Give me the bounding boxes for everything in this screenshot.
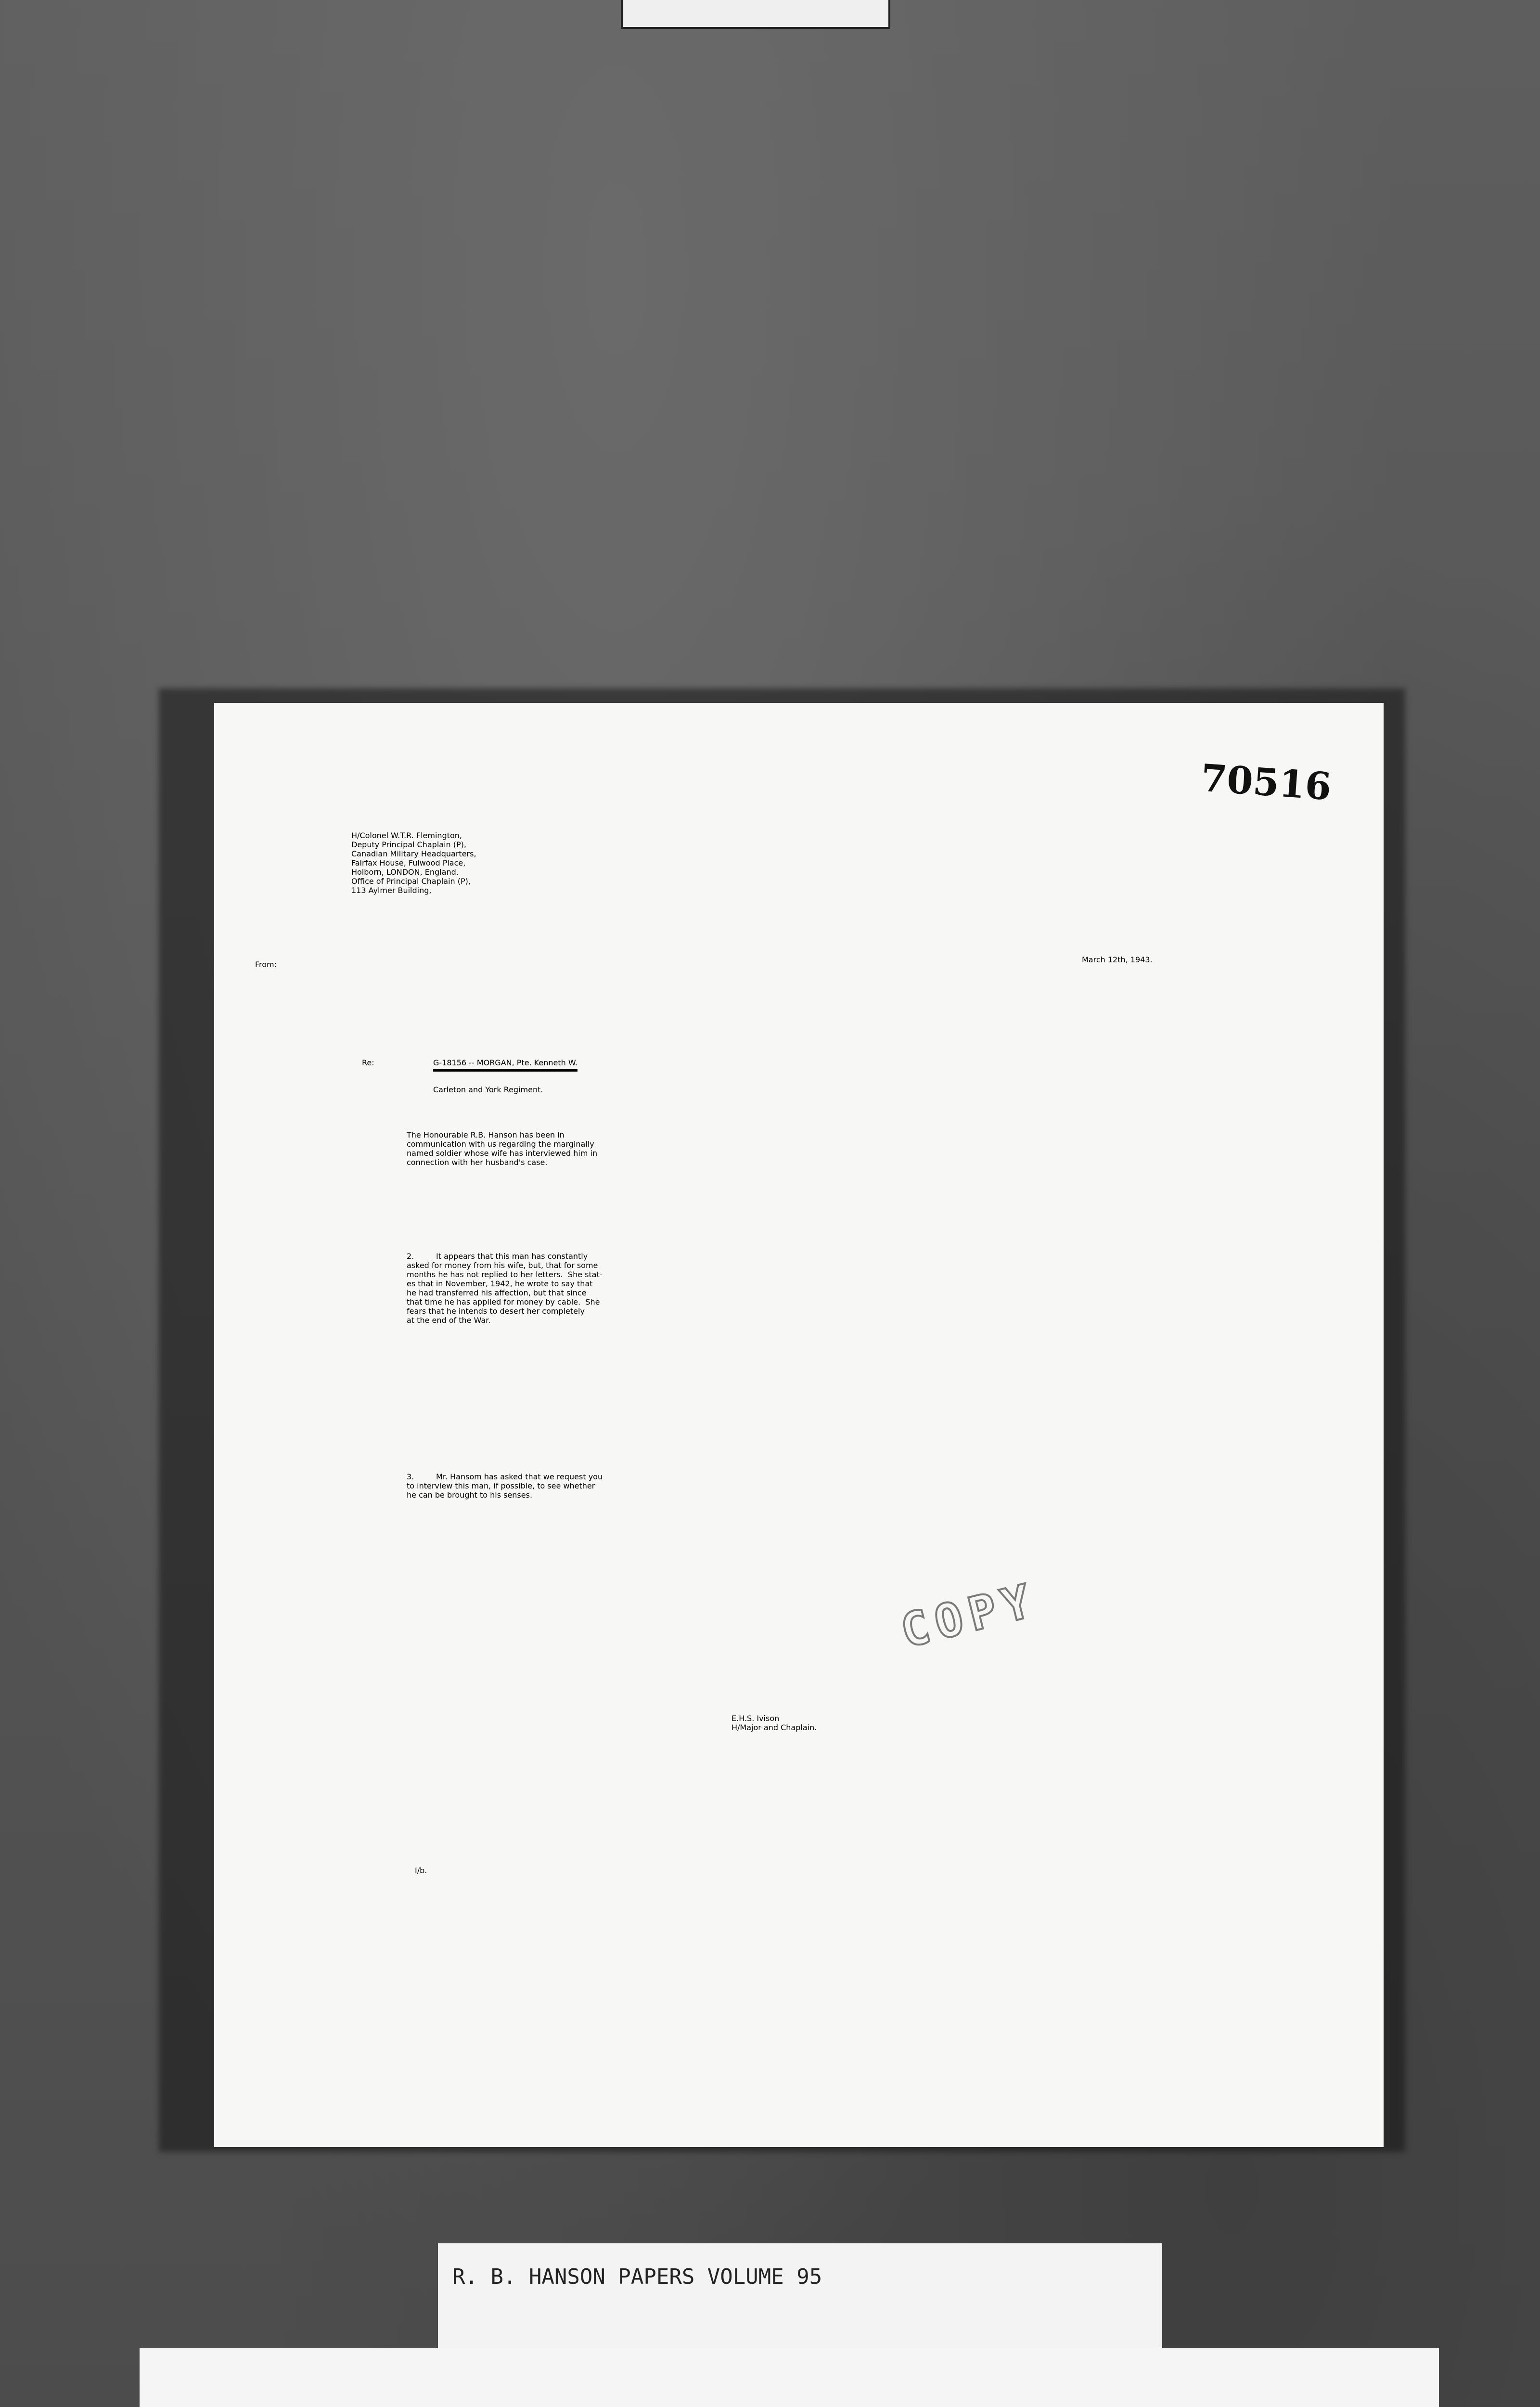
address-line: H/Colonel W.T.R. Flemington,: [351, 831, 462, 840]
document-number: 70516: [1199, 756, 1333, 809]
paragraph-2: 2. It appears that this man has constantly asked for money from his wife, but, that for some months he has not replied to her letters. She stat- es that in November, 1942, he wrote to say that he had transferred his affection, but that since that time he has applied for money by cable. She fears that he intends to desert her completely at the end of the War.: [407, 1252, 603, 1325]
address-line: Fairfax House, Fulwood Place,: [351, 858, 466, 867]
paragraph-1: The Honourable R.B. Hanson has been in communication with us regarding the marginally named soldier whose wife has interviewed him in connection with her husband's case.: [407, 1130, 598, 1167]
top-clip-tab: [621, 0, 890, 29]
re-label: Re:: [362, 1058, 374, 1067]
recipient-address: [351, 831, 476, 895]
volume-label: R. B. HANSON PAPERS VOLUME 95: [438, 2243, 1162, 2352]
subject-regiment: Carleton and York Regiment.: [433, 1085, 543, 1094]
letter-page: [214, 703, 1384, 2147]
letter-date: March 12th, 1943.: [1082, 955, 1153, 964]
from-label: From:: [255, 960, 277, 969]
subject-line: G-18156 -- MORGAN, Pte. Kenneth W.: [433, 1058, 578, 1067]
signature-block: E.H.S. Ivison H/Major and Chaplain.: [732, 1714, 817, 1732]
address-line: 113 Aylmer Building,: [351, 886, 432, 895]
archives-card: [140, 2348, 1439, 2407]
address-line: Canadian Military Headquarters,: [351, 849, 476, 858]
address-line: Office of Principal Chaplain (P),: [351, 877, 471, 886]
address-line: Deputy Principal Chaplain (P),: [351, 840, 466, 849]
address-line: Holborn, LONDON, England.: [351, 867, 459, 877]
paragraph-3: 3. Mr. Hansom has asked that we request you to interview this man, if possible, to see whether he can be brought to his senses.: [407, 1472, 603, 1500]
copy-stamp: COPY: [895, 1572, 1043, 1659]
typist-initials: I/b.: [415, 1866, 427, 1875]
